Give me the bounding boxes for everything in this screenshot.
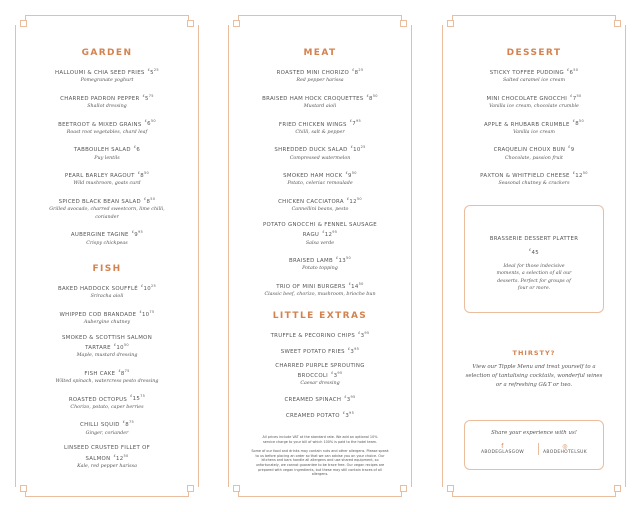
item-name-text: BRAISED HAM HOCK CROQUETTES [262, 95, 364, 102]
item-name [442, 170, 626, 180]
item-desc: Wilted spinach, watercress pesto dressing [55, 379, 159, 385]
item-name-text: SHREDDED DUCK SALAD [274, 147, 348, 154]
item-name-text: POTATO GNOCCHI & FENNEL SAUSAGE RAGU [263, 221, 377, 239]
item-desc: Kale, red pepper harissa [77, 464, 137, 470]
item-desc: Chocolate, passion fruit [505, 155, 563, 161]
menu-panel-left [15, 15, 199, 497]
item-name [15, 93, 199, 103]
item-name [15, 196, 199, 206]
item-name [228, 330, 412, 340]
menu-item [15, 229, 199, 247]
item-desc: Chorizo, potato, caper berries [70, 404, 144, 410]
item-desc: Puy lentils [94, 155, 120, 161]
item-price: $^£8^{50}$ [137, 171, 150, 179]
menu-item [228, 170, 412, 188]
share-text: Share your experience with us! [491, 430, 577, 436]
meat-section [228, 48, 412, 307]
item-name [228, 410, 412, 420]
item-desc: Wild mushroom, goats curd [73, 181, 141, 187]
item-desc: Roast root vegetables, chard leaf [66, 129, 148, 135]
allergen-note: Some of our food and drinks may contain nuts and other allergens. Please speak to us before placing an order so that we can advise you on your choice. Our kitchens and bars handle all allergens and use shared equipment, so unfortunately, we cannot guarantee to be trace free. Our vegan recipes are prepared with vegan ingredients, but these may still contain traces of all allergens. [251, 449, 389, 477]
item-name [228, 222, 412, 240]
item-desc: Sriracha aioli [90, 294, 124, 300]
menu-item [15, 394, 199, 412]
item-price: $^£8^{50}$ [366, 93, 378, 102]
item-name-text: PEARL BARLEY RAGOUT [64, 172, 135, 179]
item-desc: Compressed watermelon [289, 155, 351, 161]
instagram-icon: ◎ [562, 442, 568, 450]
item-name-text: CREAMED SPINACH [284, 396, 342, 403]
menu-item [228, 196, 412, 214]
item-price: $^£3^{95}$ [344, 394, 356, 403]
vat-note: All prices include VAT at the standard rate. We add an optional 10% service charge to your bill of which 100% is paid to the hotel team. [262, 435, 378, 444]
item-name [228, 346, 412, 356]
footnotes [228, 435, 412, 477]
item-desc: Chilli, salt & pepper [295, 129, 345, 135]
item-price: $^£13^{50}$ [335, 256, 352, 264]
menu-item [15, 419, 199, 437]
platter-price: £45 [529, 247, 539, 256]
share-box [464, 420, 604, 470]
item-price: $^£12^{50}$ [346, 196, 362, 205]
item-price: $^£3^{95}$ [342, 411, 355, 419]
item-name-text: SMOKED & SCOTTISH SALMON TARTARE [61, 334, 153, 351]
item-name-text: CHARRED PADRON PEPPER [60, 95, 140, 102]
menu-item [442, 93, 626, 111]
menu-item [15, 445, 199, 470]
item-price: $^£9^{50}$ [345, 171, 357, 179]
item-price: $^£12^{50}$ [572, 171, 588, 179]
item-name [228, 255, 412, 265]
item-price: $^£5^{75}$ [142, 93, 154, 102]
item-name-text: TABBOULEH SALAD [73, 147, 131, 154]
item-name [15, 229, 199, 239]
menu-item [228, 363, 412, 388]
item-name [15, 368, 199, 378]
menu-item [442, 170, 626, 188]
fish-section [15, 264, 199, 479]
item-name-text: APPLE & RHUBARB CRUMBLE [484, 121, 570, 128]
item-price: $^£12^{50}$ [113, 453, 129, 462]
item-desc: Seasonal chutney & crackers [498, 181, 570, 187]
item-desc: Salsa verde [305, 240, 335, 246]
menu-panel-middle [228, 15, 412, 497]
item-name [15, 170, 199, 180]
item-price: $^£5^{25}$ [147, 68, 159, 76]
item-price: $^£9^{95}$ [131, 230, 144, 239]
menu-item [15, 170, 199, 188]
item-price: $^£8^{25}$ [352, 68, 364, 76]
item-name-text: MINI CHOCOLATE GNOCCHI [486, 95, 568, 102]
dessert-platter-box [464, 205, 604, 313]
item-name [442, 119, 626, 129]
item-name [15, 67, 199, 77]
section-heading: LITTLE EXTRAS [272, 311, 368, 321]
item-name [15, 419, 199, 429]
menu-item [228, 119, 412, 137]
item-name-text: FISH CAKE [84, 370, 116, 377]
item-name [228, 394, 412, 404]
item-price: $^£14^{50}$ [348, 281, 364, 290]
item-name [442, 144, 626, 154]
menu-item [228, 410, 412, 420]
menu-panel-right [442, 15, 626, 497]
menu-item [15, 119, 199, 137]
item-price: $^£10^{25}$ [350, 145, 366, 154]
menu-item [15, 93, 199, 111]
item-desc: Classic beef, chorizo, mushroom, brioche bun [264, 292, 376, 298]
item-name-text: SWEET POTATO FRIES [280, 349, 345, 356]
platter-desc: Ideal for those indecisive moments, a selection of all our desserts. Perfect for groups of four or more. [496, 263, 572, 292]
item-name-text: SMOKED HAM HOCK [283, 172, 343, 179]
item-desc: Cannellini beans, pesto [291, 207, 349, 213]
item-name [15, 144, 199, 154]
item-name [15, 283, 199, 293]
item-name-text: TRUFFLE & PECORINO CHIPS [270, 332, 356, 339]
facebook-link[interactable]: f ABODEGLASGOW [480, 442, 525, 455]
item-price: $^£10^{75}$ [139, 309, 155, 318]
item-desc: Maple, mustard dressing [76, 353, 138, 359]
section-heading: FISH [92, 264, 122, 274]
item-desc: Potato, celeriac remoulade [287, 181, 353, 187]
thirsty-text: View our Tipple Menu and treat yourself to a selection of tantalising cocktails, wonderful wines or a refreshing G&T or two. [465, 364, 603, 388]
menu-item [15, 283, 199, 301]
menu-item [15, 196, 199, 221]
menu-item [15, 309, 199, 327]
item-desc: Potato topping [302, 266, 338, 272]
section-heading: MEAT [303, 48, 337, 58]
item-name [15, 445, 199, 463]
item-price: $^£7^{95}$ [349, 119, 362, 128]
item-desc: Crispy chickpeas [86, 240, 128, 246]
item-price: $^£3^{95}$ [331, 371, 343, 379]
item-name [228, 67, 412, 77]
section-heading: GARDEN [81, 48, 133, 58]
item-desc: Vanilla ice cream [513, 129, 555, 135]
item-name [228, 196, 412, 206]
item-name [228, 363, 412, 381]
item-price: $^£15^{75}$ [130, 394, 146, 403]
item-desc: Caesar dressing [300, 381, 340, 387]
instagram-link[interactable]: ◎ ABODEHOTELSUK [538, 443, 591, 455]
menu-item [228, 330, 412, 340]
item-name-text: BAKED HADDOCK SOUFFLÉ [57, 285, 138, 292]
item-name [15, 335, 199, 353]
menu-item [15, 335, 199, 360]
menu-item [228, 144, 412, 162]
item-name-text: STICKY TOFFEE PUDDING [489, 69, 564, 76]
garden-section [15, 48, 199, 255]
dessert-section [442, 48, 626, 196]
item-name-text: FRIED CHICKEN WINGS [278, 121, 347, 128]
item-price: $^£8^{75}$ [118, 368, 130, 377]
menu-item [228, 281, 412, 299]
menu-item [228, 255, 412, 273]
item-name-text: CRAQUELIN CHOUX BUN [493, 147, 566, 154]
item-name-text: ROASTED OCTOPUS [68, 396, 128, 403]
item-price: $^£8^{75}$ [122, 420, 134, 429]
thirsty-heading: THIRSTY? [512, 349, 556, 357]
menu-item [228, 93, 412, 111]
item-name-text: CHICKEN CACCIATORA [278, 198, 344, 205]
item-name [228, 170, 412, 180]
item-desc: Vanilla ice cream, chocolate crumble [489, 104, 579, 110]
item-name [228, 119, 412, 129]
item-name-text: CHARRED PURPLE SPROUTING BROCCOLI [275, 362, 365, 379]
facebook-icon: f [501, 442, 504, 450]
item-price: $^£6^{50}$ [566, 68, 579, 76]
item-name-text: CREAMED POTATO [285, 412, 340, 419]
item-name-text: SPICED BLACK BEAN SALAD [58, 198, 141, 205]
item-name-text: PAXTON & WHITFIELD CHEESE [480, 172, 570, 179]
menu-item [15, 67, 199, 85]
menu-item [228, 222, 412, 247]
item-name-text: ROASTED MINI CHORIZO [276, 69, 350, 76]
item-name-text: WHIPPED COD BRANDADE [59, 311, 137, 318]
menu-item [442, 144, 626, 162]
menu-item [228, 67, 412, 85]
item-desc: Salted caramel ice cream [503, 78, 565, 84]
item-desc: Ginger, coriander [85, 430, 129, 436]
menu-item [228, 394, 412, 404]
section-heading: DESSERT [506, 48, 562, 58]
item-price: $^£3^{95}$ [358, 331, 370, 339]
item-desc: Aubergine chutney [83, 320, 131, 326]
item-price: $^£8^{50}$ [572, 119, 584, 128]
menu-item [15, 368, 199, 386]
item-desc: Red pepper harissa [296, 78, 344, 84]
item-name [442, 67, 626, 77]
item-name-text: HALLOUMI & CHIA SEED FRIES [55, 69, 145, 76]
item-name-text: CHILLI SQUID [80, 422, 120, 429]
item-price: $^£12^{95}$ [322, 230, 338, 239]
item-desc: Mustard aioli [303, 104, 337, 110]
item-name-text: TRIO OF MINI BURGERS [276, 283, 346, 290]
item-name [15, 394, 199, 404]
item-name-text: BEETROOT & MIXED GRAINS [58, 121, 142, 128]
item-desc: Shallot dressing [87, 104, 127, 110]
thirsty-section [442, 349, 626, 390]
item-price: $^£10^{25}$ [140, 284, 157, 292]
item-desc: Grilled avocado, charred sweetcorn, lime chilli, coriander [49, 207, 165, 220]
item-name [228, 93, 412, 103]
item-name [15, 119, 199, 129]
platter-name: BRASSERIE DESSERT PLATTER [489, 236, 579, 242]
item-price: £6 [133, 145, 141, 154]
menu-item [442, 119, 626, 137]
item-price: £9 [568, 145, 575, 154]
item-name [228, 281, 412, 291]
item-name-text: BRAISED LAMB [288, 257, 333, 264]
item-price: $^£8^{50}$ [144, 196, 156, 205]
menu-item [442, 67, 626, 85]
item-name-text: LINSEED CRUSTED FILLET OF SALMON [63, 445, 151, 462]
item-desc: Pomegranate yoghurt [80, 78, 134, 84]
item-name [442, 93, 626, 103]
item-price: $^£6^{50}$ [144, 119, 156, 128]
item-price: $^£3^{95}$ [347, 347, 360, 356]
item-name [228, 144, 412, 154]
item-name-text: AUBERGINE TAGINE [70, 232, 129, 239]
item-price: $^£10^{50}$ [113, 343, 129, 351]
menu-item [15, 144, 199, 162]
menu-item [228, 346, 412, 356]
item-price: $^£7^{50}$ [570, 93, 582, 102]
little-extras-section [228, 311, 412, 426]
item-name [15, 309, 199, 319]
